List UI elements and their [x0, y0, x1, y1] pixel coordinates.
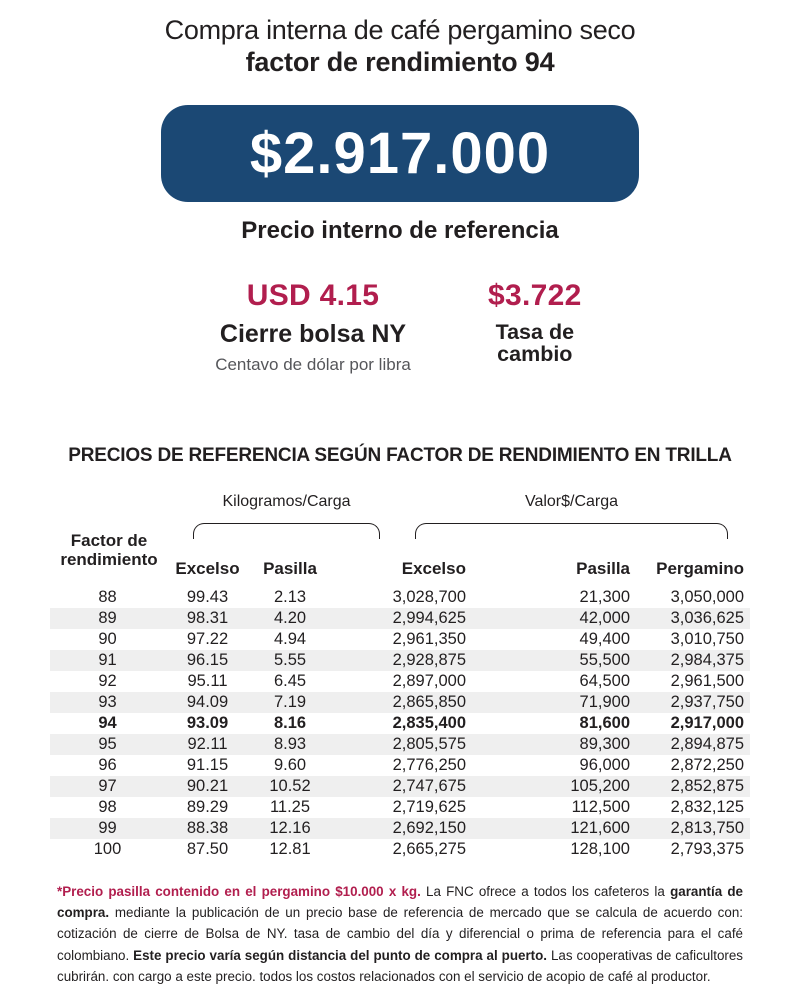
table-cell: 88.38 — [186, 819, 229, 838]
table-cell: 90 — [98, 630, 117, 649]
ny-close-block — [215, 279, 411, 375]
column-header-pergamino-valor: Pergamino — [656, 559, 744, 579]
kilograms-bracket — [193, 523, 380, 539]
table-row — [50, 587, 750, 608]
table-cell: 2,665,275 — [392, 840, 466, 859]
table-cell: 98 — [98, 798, 117, 817]
table-cell: 100 — [93, 840, 122, 859]
reference-price-badge — [161, 105, 639, 202]
table-cell: 98.31 — [186, 609, 229, 628]
ny-close-sublabel: Centavo de dólar por libra — [215, 355, 411, 375]
table-cell: 89.29 — [186, 798, 229, 817]
table-cell: 6.45 — [273, 672, 307, 691]
reference-price-caption: Precio interno de referencia — [241, 216, 559, 244]
page-title: Compra interna de café pergamino seco — [164, 15, 636, 45]
ny-close-value: USD 4.15 — [246, 278, 380, 312]
table-cell: 96,000 — [579, 756, 630, 775]
table-row — [50, 797, 750, 818]
table-cell: 87.50 — [186, 840, 229, 859]
table-row — [50, 839, 750, 860]
table-cell: 7.19 — [273, 693, 307, 712]
column-headers — [50, 559, 750, 579]
table-row — [50, 776, 750, 797]
table-cell: 55,500 — [579, 651, 630, 670]
table-cell: 2,994,625 — [392, 609, 466, 628]
table-cell: 81,600 — [579, 714, 630, 733]
table-section-title: PRECIOS DE REFERENCIA SEGÚN FACTOR DE RENDIMIENTO EN TRILLA — [68, 445, 732, 467]
table-row — [50, 629, 750, 650]
column-header-pasilla-kg: Pasilla — [263, 559, 317, 579]
table-cell: 95.11 — [187, 672, 228, 691]
table-cell: 121,600 — [570, 819, 630, 838]
column-header-pasilla-valor: Pasilla — [576, 559, 630, 579]
table-cell: 95 — [98, 735, 117, 754]
table-cell: 128,100 — [570, 840, 630, 859]
table-cell: 42,000 — [579, 609, 630, 628]
reference-price-value: $2.917.000 — [249, 120, 551, 186]
table-cell: 90.21 — [186, 777, 229, 796]
table-row — [50, 671, 750, 692]
table-cell: 2,865,850 — [392, 693, 466, 712]
table-cell: 8.16 — [273, 714, 307, 733]
table-cell: 49,400 — [579, 630, 630, 649]
table-cell: 64,500 — [579, 672, 630, 691]
table-cell: 8.93 — [273, 735, 307, 754]
table-cell: 2,805,575 — [392, 735, 466, 754]
page-subtitle: factor de rendimiento 94 — [245, 47, 555, 78]
table-cell: 12.16 — [269, 819, 311, 838]
table-cell: 99 — [98, 819, 117, 838]
exchange-rate-label: Tasa de cambio — [495, 319, 575, 367]
table-row — [50, 692, 750, 713]
table-cell: 2,747,675 — [392, 777, 466, 796]
table-cell: 21,300 — [579, 588, 630, 607]
table-cell: 2,894,875 — [670, 735, 744, 754]
exchange-rate-block — [485, 279, 585, 366]
column-header-excelso-kg: Excelso — [175, 559, 240, 579]
table-cell: 2,719,625 — [392, 798, 466, 817]
table-cell: 10.52 — [269, 777, 311, 796]
table-cell: 94.09 — [186, 693, 229, 712]
table-cell: 12.81 — [269, 840, 311, 859]
table-cell: 2.13 — [273, 588, 307, 607]
group-header-value: Valor$/Carga — [524, 493, 619, 511]
table-row — [50, 608, 750, 629]
table-cell: 2,872,250 — [670, 756, 744, 775]
table-cell: 3,028,700 — [392, 588, 466, 607]
price-table-body — [50, 587, 750, 860]
table-cell: 2,852,875 — [670, 777, 744, 796]
table-cell: 91 — [98, 651, 117, 670]
page-header — [0, 0, 800, 79]
table-cell: 4.20 — [273, 609, 307, 628]
table-cell: 89,300 — [579, 735, 630, 754]
table-row — [50, 818, 750, 839]
table-cell: 2,692,150 — [392, 819, 466, 838]
table-cell: 88 — [98, 588, 117, 607]
table-cell: 112,500 — [571, 798, 630, 817]
table-cell: 2,917,000 — [670, 714, 744, 733]
value-bracket — [415, 523, 728, 539]
price-table-header — [50, 493, 750, 581]
table-cell: 3,036,625 — [670, 609, 744, 628]
table-cell: 96 — [98, 756, 117, 775]
table-cell: 105,200 — [570, 777, 630, 796]
table-cell: 2,832,125 — [670, 798, 744, 817]
table-cell: 97 — [98, 777, 117, 796]
table-row — [50, 650, 750, 671]
footer-segment: *Precio pasilla contenido en el pergamino $10.000 x kg. — [57, 884, 421, 900]
table-cell: 2,928,875 — [392, 651, 466, 670]
table-cell: 93.09 — [186, 714, 229, 733]
table-cell: 2,984,375 — [670, 651, 744, 670]
footer-disclaimer — [57, 881, 743, 987]
table-cell: 3,050,000 — [670, 588, 744, 607]
table-cell: 99.43 — [186, 588, 229, 607]
table-cell: 2,961,350 — [392, 630, 466, 649]
group-header-kilograms: Kilogramos/Carga — [222, 493, 351, 511]
table-cell: 9.60 — [273, 756, 307, 775]
column-header-spacer — [50, 559, 165, 579]
table-cell: 71,900 — [579, 693, 630, 712]
footer-segment: Las cooperativas de caficultores cubrirán. con cargo a este precio. todos los costos relacionados con el servicio de acopio de café al productor. — [57, 947, 743, 984]
column-header-excelso-valor: Excelso — [401, 559, 466, 579]
footer-segment: Este precio varía según distancia del punto de compra al puerto. — [133, 947, 548, 963]
table-cell: 96.15 — [186, 651, 229, 670]
table-cell: 94 — [98, 714, 117, 733]
table-cell: 2,835,400 — [392, 714, 466, 733]
ny-close-label: Cierre bolsa NY — [219, 319, 407, 348]
table-cell: 91.15 — [186, 756, 229, 775]
footer-segment: mediante la publicación de un precio base de referencia de mercado que se calcula de acuerdo con: cotización de cierre de Bolsa de NY. tasa de cambio del día y diferencial o prima de referencia para el café colombiano. — [57, 905, 743, 963]
table-cell: 92.11 — [187, 735, 228, 754]
table-cell: 2,937,750 — [670, 693, 744, 712]
table-cell: 4.94 — [273, 630, 307, 649]
table-cell: 11.25 — [269, 798, 311, 817]
table-row — [50, 755, 750, 776]
table-cell: 93 — [98, 693, 117, 712]
footer-segment: garantía de compra. — [57, 884, 743, 921]
table-cell: 2,961,500 — [670, 672, 744, 691]
table-row — [50, 734, 750, 755]
table-cell: 92 — [98, 672, 117, 691]
table-cell: 5.55 — [273, 651, 307, 670]
table-cell: 97.22 — [186, 630, 229, 649]
table-cell: 89 — [98, 609, 117, 628]
table-row — [50, 713, 750, 734]
footer-segment: La FNC ofrece a todos los cafeteros la — [420, 884, 671, 900]
column-header-factor: Factor de rendimiento — [60, 531, 158, 570]
exchange-rate-value: $3.722 — [488, 278, 582, 312]
price-table — [50, 493, 750, 860]
table-cell: 2,897,000 — [392, 672, 466, 691]
table-cell: 3,010,750 — [670, 630, 744, 649]
market-figures — [0, 279, 800, 375]
table-cell: 2,793,375 — [670, 840, 744, 859]
table-cell: 2,776,250 — [392, 756, 466, 775]
table-cell: 2,813,750 — [670, 819, 744, 838]
